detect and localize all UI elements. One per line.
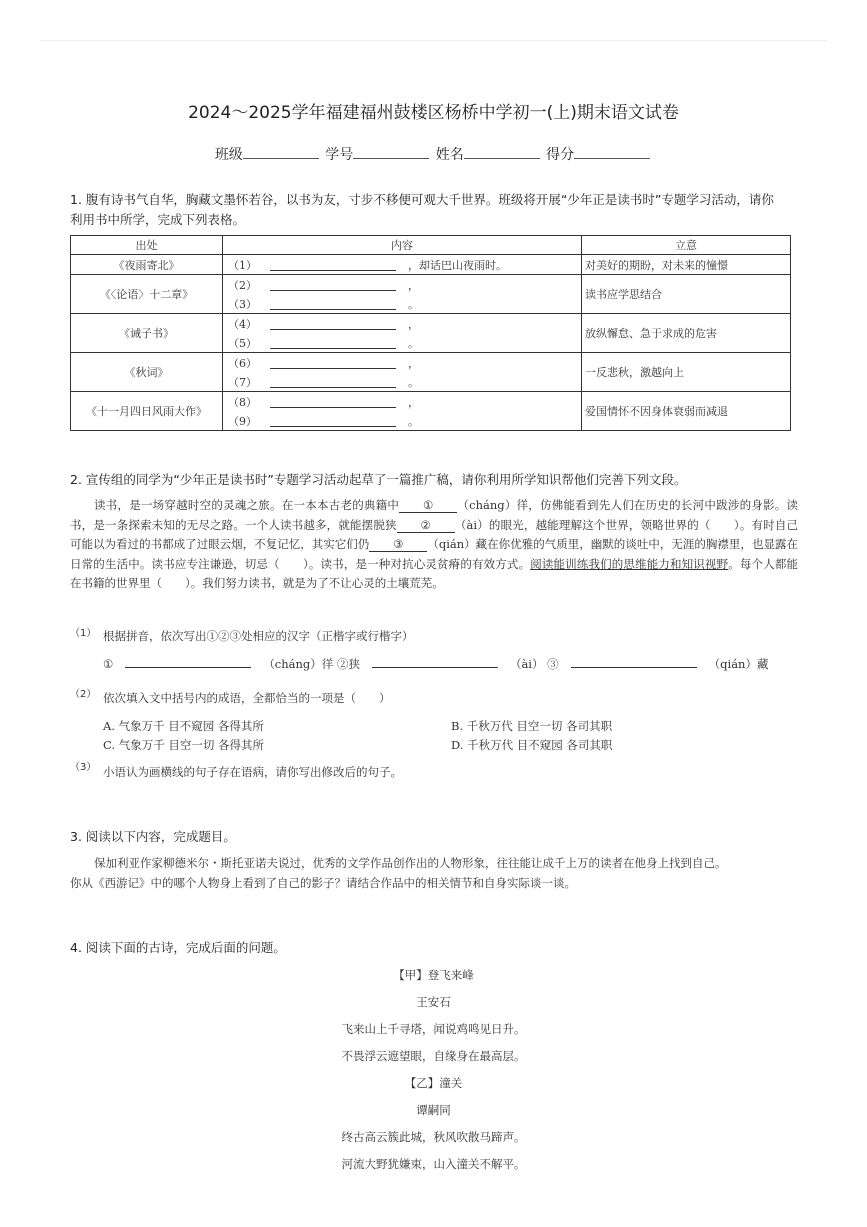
passage-blank-1[interactable]: ① — [399, 498, 457, 513]
table-row — [71, 275, 791, 314]
q3-line1: 保加利亚作家柳德米尔・斯托亚诺夫说过，优秀的文学作品创作出的人物形象，往往能让成千上万的读者在他身上找到自己。 — [94, 856, 727, 870]
answer-blank[interactable] — [270, 279, 396, 291]
q1-stem-line2: 利用书中所学，完成下列表格。 — [70, 212, 246, 227]
q3-stem: 3. 阅读以下内容，完成题目。 — [70, 829, 236, 844]
line-number: （7） — [228, 375, 257, 389]
answer-blank[interactable] — [372, 656, 498, 668]
answer-blank[interactable] — [270, 318, 396, 330]
line-tail: 。 — [408, 414, 419, 428]
row-intent: 一反悲秋，激越向上 — [582, 353, 791, 392]
id-label: 学号 — [325, 147, 354, 163]
poem-a-line2: 不畏浮云遮望眼，自缘身在最高层。 — [341, 1049, 526, 1063]
answer-blank[interactable] — [270, 415, 396, 427]
option-d[interactable]: D. 千秋万代 目不窥园 各司其职 — [451, 738, 613, 752]
answer-blank[interactable] — [125, 656, 251, 668]
score-label: 得分 — [546, 147, 575, 163]
passage-text: （cháng）徉，仿佛能看到先人们在历史的长河中跋涉的身影。读书，是一条探索未知的无尽之路。一个人读书越多，就能摆脱狭 — [70, 498, 799, 532]
table-row — [71, 353, 791, 392]
passage-text: （qián）藏在你优雅的气质里，幽默的谈吐中，无涯的胸襟里，也显露在日常的生活中。读书应专注谦逊，切忌（ ）。读书，是一种对抗心灵贫瘠的有效方式。 — [70, 537, 798, 571]
poem-a-author: 王安石 — [416, 995, 451, 1009]
sub-number: （3） — [70, 762, 97, 773]
header-source: 出处 — [71, 236, 223, 255]
header-content: 内容 — [223, 236, 582, 255]
passage-text: 。每个人都能在书籍的世界里（ ）。我们努力读书，就是为了不让心灵的土壤荒芜。 — [70, 556, 799, 590]
answer-blank[interactable] — [270, 357, 396, 369]
answer-blank[interactable] — [571, 656, 697, 668]
sub-question-2: 依次填入文中括号内的成语，全都恰当的一项是（ ） — [103, 691, 391, 705]
q3-line2: 你从《西游记》中的哪个人物身上看到了自己的影子？请结合作品中的相关情节和自身实际谈一谈。 — [70, 875, 576, 890]
line-number: （9） — [228, 414, 257, 428]
pinyin-answer-line — [103, 656, 768, 672]
poem-a-title: 【甲】登飞来峰 — [393, 968, 474, 982]
poem-b-line1: 终古高云簇此城，秋风吹散马蹄声。 — [341, 1130, 526, 1144]
header-intent: 立意 — [582, 236, 791, 255]
line-number: （3） — [228, 297, 257, 311]
answer-blank[interactable] — [270, 376, 396, 388]
q1-table — [70, 235, 791, 431]
line-number: （8） — [228, 395, 257, 409]
q4-stem: 4. 阅读下面的古诗，完成后面的问题。 — [70, 940, 286, 955]
row-content — [223, 353, 582, 392]
score-blank[interactable] — [574, 146, 650, 159]
page-title: 2024～2025学年福建福州鼓楼区杨桥中学初一(上)期末语文试卷 — [188, 103, 679, 123]
name-blank[interactable] — [464, 146, 540, 159]
option-c[interactable]: C. 气象万千 目空一切 各得其所 — [103, 738, 265, 752]
answer-blank[interactable] — [270, 298, 396, 310]
passage-blank-2[interactable]: ② — [397, 518, 455, 533]
sub-question-1: 根据拼音，依次写出①②③处相应的汉字（正楷字或行楷字） — [103, 629, 414, 643]
poem-b-author: 谭嗣同 — [416, 1103, 451, 1117]
row-content — [223, 275, 582, 314]
table-row — [71, 314, 791, 353]
answer-blank[interactable] — [270, 259, 396, 271]
row-source: 《夜雨寄北》 — [71, 255, 223, 275]
row-content — [223, 392, 582, 431]
name-label: 姓名 — [435, 147, 464, 163]
sub-question-3: 小语认为画横线的句子存在语病，请你写出修改后的句子。 — [103, 765, 402, 779]
poem-b-line2: 河流大野犹嫌束，山入潼关不解平。 — [341, 1157, 526, 1171]
row-content — [223, 255, 582, 275]
poem-a-line1: 飞来山上千寻塔，闻说鸡鸣见日升。 — [341, 1022, 526, 1036]
answer-blank[interactable] — [270, 337, 396, 349]
q2-passage — [70, 496, 798, 594]
row-intent: 读书应学思结合 — [582, 275, 791, 314]
poem-b-title: 【乙】潼关 — [404, 1076, 463, 1090]
sub-number: （2） — [70, 689, 97, 700]
blank-label: （qián）藏 — [708, 657, 769, 671]
answer-blank[interactable] — [270, 396, 396, 408]
blank-label: （ài） ③ — [509, 657, 559, 671]
line-number: （1） — [228, 258, 257, 272]
line-tail: 。 — [408, 297, 419, 311]
table-row — [71, 392, 791, 431]
table-row — [71, 255, 791, 275]
line-tail: ， — [408, 278, 419, 292]
line-number: （2） — [228, 278, 257, 292]
blank-label: （cháng）徉 ②狭 — [263, 657, 360, 671]
student-info — [0, 144, 867, 164]
sub-number: （1） — [70, 628, 97, 639]
q1-stem-line1: 1. 腹有诗书气自华，胸藏文墨怀若谷，以书为友，寸步不移便可观大千世界。班级将开展“少年正是读书时”专题学习活动，请你 — [70, 192, 774, 207]
row-intent: 放纵懈怠、急于求成的危害 — [582, 314, 791, 353]
blank-label: ① — [103, 657, 114, 671]
line-number: （4） — [228, 317, 257, 331]
table-header-row — [71, 236, 791, 255]
class-label: 班级 — [214, 147, 243, 163]
q2-stem: 2. 宣传组的同学为“少年正是读书时”专题学习活动起草了一篇推广稿，请你利用所学知识帮他们完善下列文段。 — [70, 472, 687, 487]
option-b[interactable]: B. 千秋万代 目空一切 各司其职 — [451, 719, 613, 733]
q3-passage — [70, 854, 798, 893]
line-tail: 。 — [408, 375, 419, 389]
row-content — [223, 314, 582, 353]
line-tail: ， — [408, 317, 419, 331]
row-source: 《〈论语〉十二章》 — [71, 275, 223, 314]
line-tail: ， — [408, 395, 419, 409]
row-intent: 对美好的期盼，对未来的憧憬 — [582, 255, 791, 275]
row-intent: 爱国情怀不因身体衰弱而减退 — [582, 392, 791, 431]
passage-text: 读书，是一场穿越时空的灵魂之旅。在一本本古老的典籍中 — [94, 498, 400, 512]
row-source: 《诫子书》 — [71, 314, 223, 353]
line-tail: ， — [408, 356, 419, 370]
passage-blank-3[interactable]: ③ — [369, 537, 427, 552]
row-source: 《十一月四日风雨大作》 — [71, 392, 223, 431]
line-number: （6） — [228, 356, 257, 370]
line-tail: 。 — [408, 336, 419, 350]
id-blank[interactable] — [353, 146, 429, 159]
line-number: （5） — [228, 336, 257, 350]
top-divider — [40, 40, 827, 41]
option-a[interactable]: A. 气象万千 目不窥园 各得其所 — [103, 719, 264, 733]
q1-stem — [70, 190, 796, 230]
row-source: 《秋词》 — [71, 353, 223, 392]
line-tail: ，却话巴山夜雨时。 — [408, 258, 507, 272]
underlined-sentence: 阅读能训练我们的思维能力和知识视野 — [530, 556, 729, 571]
class-blank[interactable] — [243, 146, 319, 159]
passage-text: （ài）的眼光，越能理解这个世界，领略世界的（ ）。有时自己可能以为看过的书都成了过眼云烟，不复记忆，其实它们仍 — [70, 517, 799, 551]
